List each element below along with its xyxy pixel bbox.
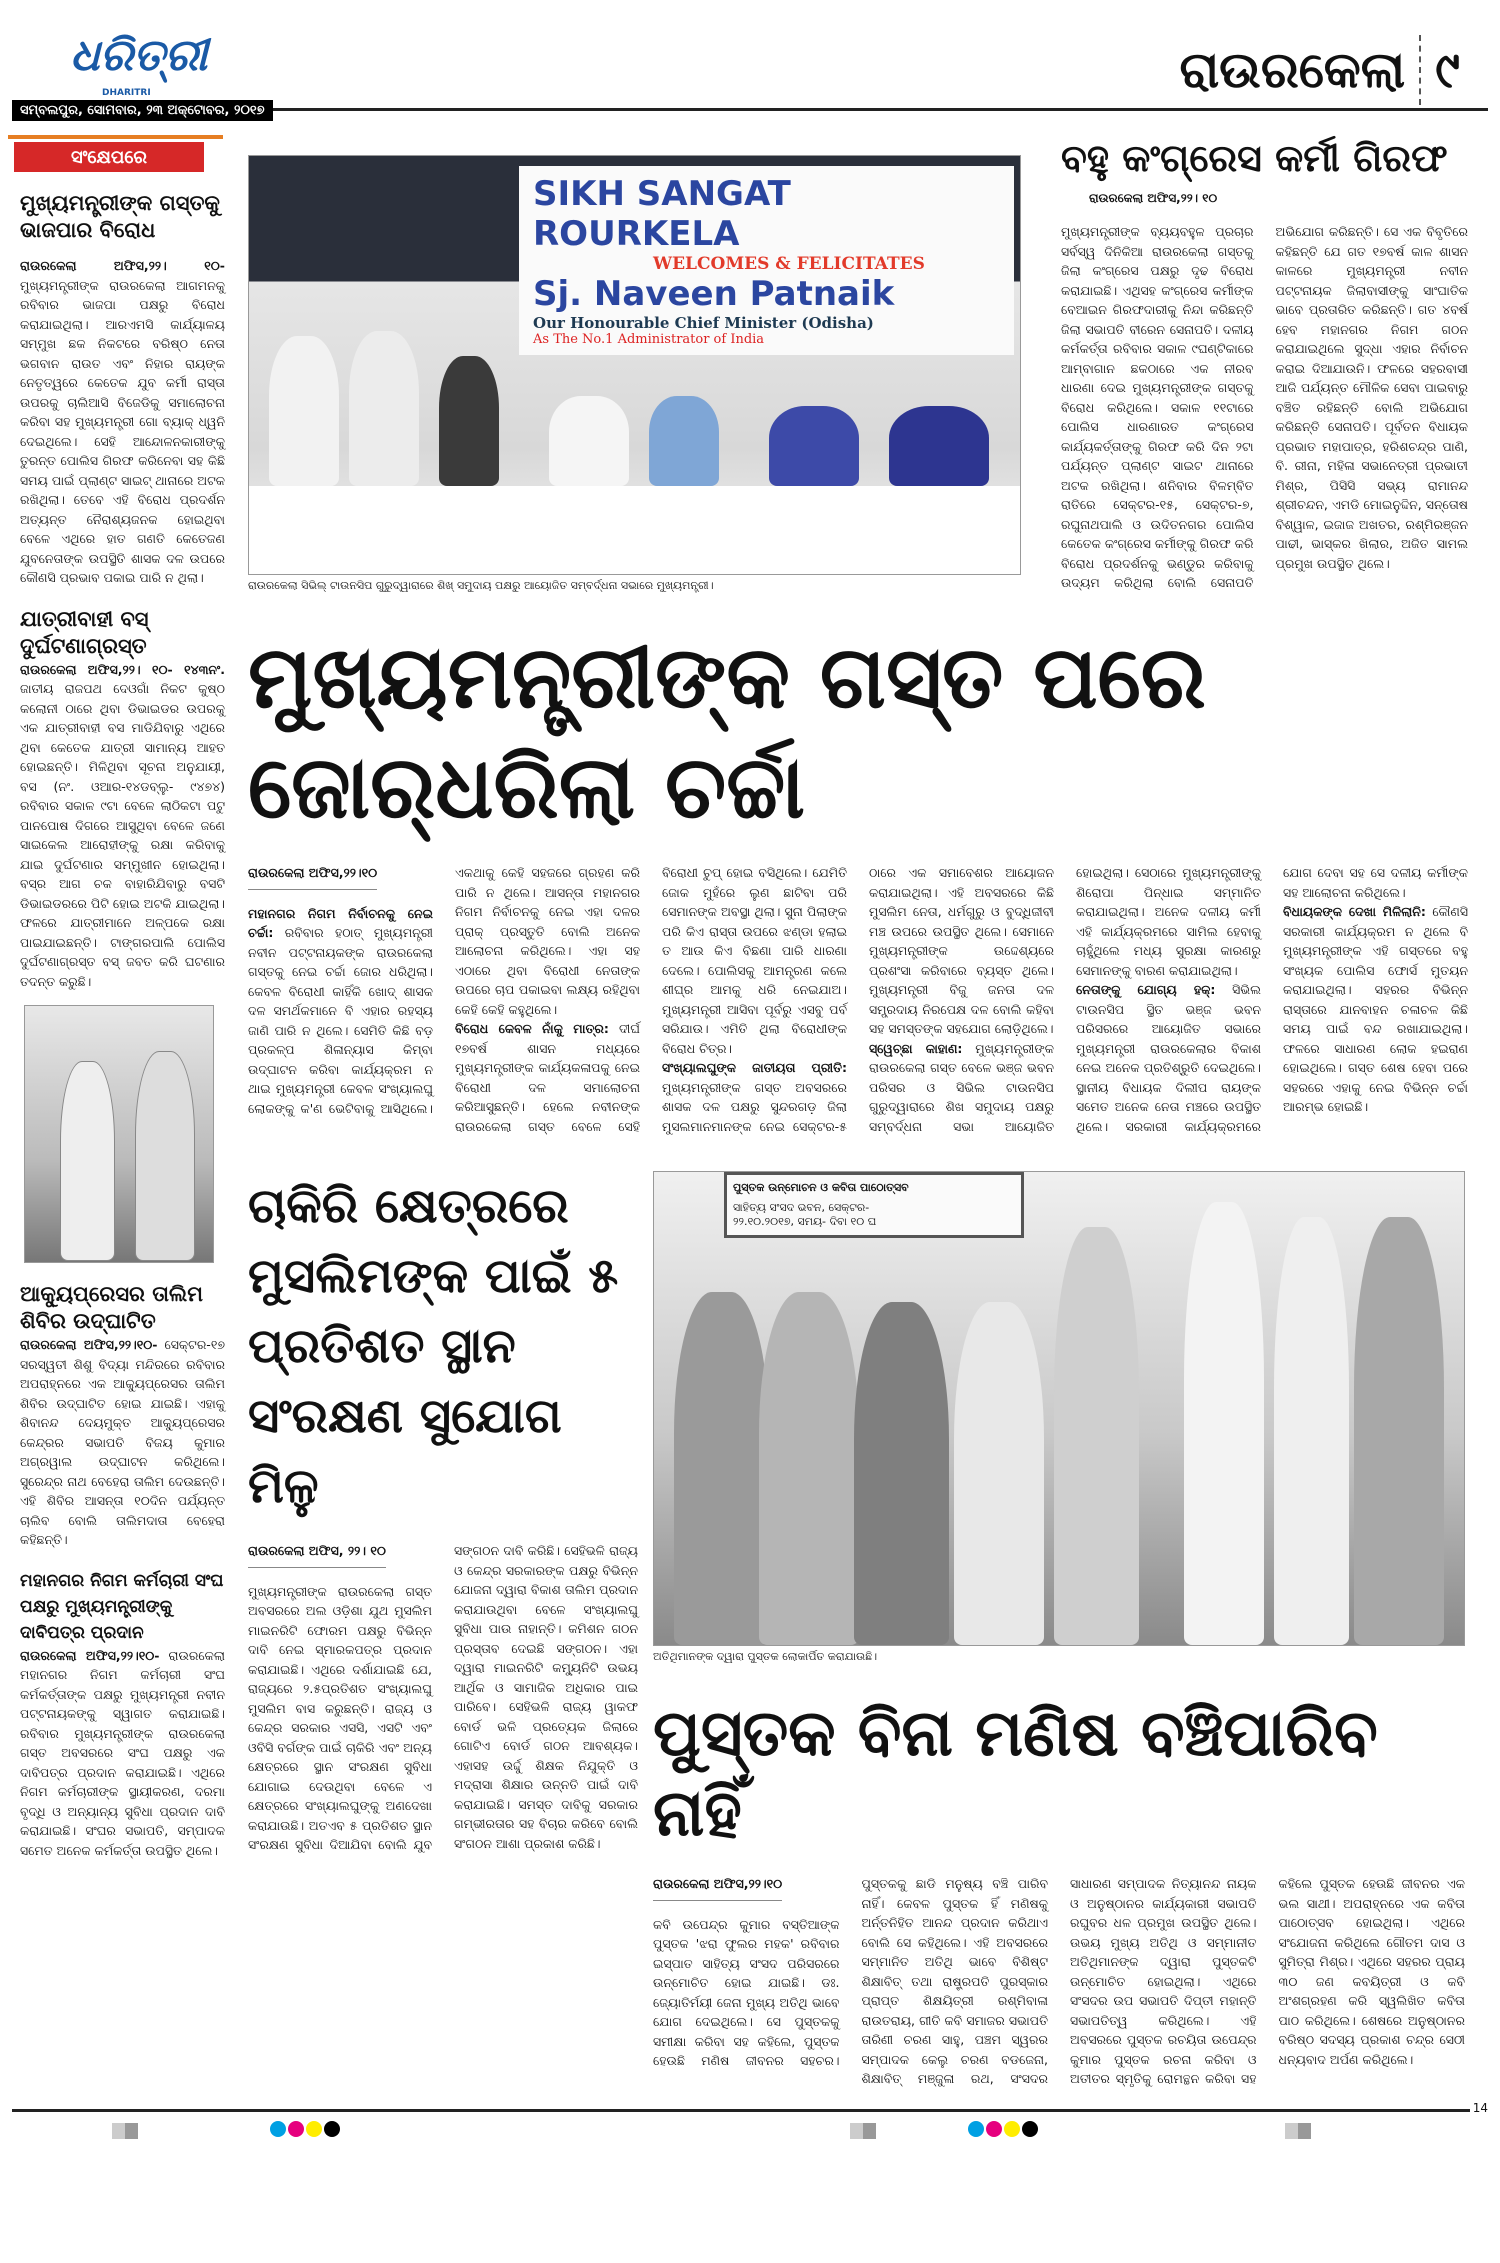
section-title: ରାଉରକେଲା: [1179, 40, 1406, 99]
gray-registration-mark: [1285, 2123, 1311, 2139]
briefs-accent-bar: [8, 135, 223, 139]
book-dateline: ରାଉରକେଲା ଅଫିସ,୨୨।୧୦: [653, 1874, 782, 1901]
brief-body: ରାଉରକେଲା ଅଫିସ,୨୨। ୧୦- ୧୪୩ନଂ. ଜାତୀୟ ରାଜପଥ ଦେଓଗାଁ ନିକଟ କୁଷ୍ଠ କଲୋନୀ ଠାରେ ଥିବା ଡିଭାଇଡର ଉପରକୁ ଏକ ଯାତ୍ରୀବାହୀ ବସ ମାଡିଯିବାରୁ ଏଥିରେ ଥିବା କେତେକ ଯାତ୍ରୀ ସାମାନ୍ୟ ଆହତ ହୋଇଛନ୍ତି। ମିଳିଥିବା ସୂଚନା ଅନୁଯାୟୀ, ବସ (ନଂ. ଓଆର-୧୪ଡବ୍ଲୁ- ୯୪୭୪) ରବିବାର ସକାଳ ୯ଟା ବେଳେ ଲାଠିକଟା ପଟୁ ପାନପୋଷ ଦିଗରେ ଆସୁଥିବା ବେଳେ ଜଣେ ସାଇକେଲ ଆରୋହୀଙ୍କୁ ରକ୍ଷା କରିବାକୁ ଯାଇ ଦୁର୍ଘଟଣାର ସମ୍ମୁଖୀନ ହୋଇଥିଲା। ବସ୍‌ର ଆଗ ଚକ ବାହାରିଯିବାରୁ ବସଟି ଡିଭାଇଡରରେ ପିଟି ହୋଇ ଅଟକି ଯାଇଥିଲା। ଫଳରେ ଯାତ୍ରୀମାନେ ଅଳ୍ପକେ ରକ୍ଷା ପାଇଯାଇଛନ୍ତି। ଟାଙ୍ଗରପାଲି ପୋଲିସ ଦୁର୍ଘଟଣାଗ୍ରସ୍ତ ବସ୍ ଜବତ କରି ଘଟଣାର ତଦନ୍ତ କରୁଛି।: [20, 661, 225, 989]
page-footer: [0, 2100, 1500, 2149]
brief-body: ରାଉରକେଲା ଅଫିସ,୨୨।୧୦- ରାଉରକେଲା ମହାନଗର ନିଗମ କର୍ମଚାରୀ ସଂଘ କର୍ମକର୍ତ୍ତାଙ୍କ ପକ୍ଷରୁ ମୁଖ୍ୟମନ୍ତ୍ରୀ ନବୀନ ପଟ୍ଟନାୟକଙ୍କୁ ସ୍ୱାଗତ କରାଯାଇଛି। ରବିବାର ମୁଖ୍ୟମନ୍ତ୍ରୀଙ୍କ ରାଉରକେଲା ଗସ୍ତ ଅବସରରେ ସଂଘ ପକ୍ଷରୁ ଏକ ଦାବିପତ୍ର ପ୍ରଦାନ କରାଯାଇଛି। ଏଥିରେ ନିଗମ କର୍ମଚାରୀଙ୍କ ସ୍ଥାୟୀକରଣ, ଦରମା ବୃଦ୍ଧି ଓ ଅନ୍ୟାନ୍ୟ ସୁବିଧା ପ୍ରଦାନ ଦାବି କରାଯାଇଛି। ସଂଘର ସଭାପତି, ସମ୍ପାଦକ ସମେତ ଅନେକ କର୍ମକର୍ତ୍ତା ଉପସ୍ଥିତ ଥିଲେ।: [20, 1647, 225, 1858]
header-divider: [1419, 35, 1421, 105]
briefs-section-tag: ସଂକ୍ଷେପରେ: [14, 142, 204, 172]
congress-headline: ବହୁ କଂଗ୍ରେସ କର୍ମୀ ଗିରଫ: [1061, 136, 1448, 180]
congress-dateline: ରାଉରକେଲା ଅଫିସ,୨୨। ୧୦: [1089, 191, 1218, 205]
gray-registration-mark: [850, 2123, 876, 2139]
main-paragraph: ସ୍ୱେଚ୍ଛା କାହାଣ: ମୁଖ୍ୟମନ୍ତ୍ରୀଙ୍କ ରାଉରକେଲା ଗସ୍ତ ବେଳେ ଭଞ୍ଜ ଭବନ ପରିସର ଓ ସିଭିଲ ଟାଉନସିପ ଗୁରୁଦ୍ୱାରାରେ ଶିଖ ସମୁଦାୟ ପକ୍ଷରୁ ସମ୍ବର୍ଦ୍ଧନା ସଭା ଆୟୋଜିତ ହୋଇଥିଲା। ସେଠାରେ ମୁଖ୍ୟମନ୍ତ୍ରୀଙ୍କୁ ଶିରୋପା ପିନ୍ଧାଇ ସମ୍ମାନିତ କରାଯାଇଥିଲା। ଅନେକ ଦଳୀୟ କର୍ମୀ ଏହି କାର୍ଯ୍ୟକ୍ରମରେ ସାମିଲ ହେବାକୁ ଚାହୁଁଥିଲେ ମଧ୍ୟ ସୁରକ୍ଷା କାରଣରୁ ସେମାନଙ୍କୁ ବାରଣ କରାଯାଇଥିଲା।: [869, 865, 1261, 1134]
page-section-header: [1179, 35, 1460, 105]
dharitri-logo: ଧରିତ୍ରୀ DHARITRI: [70, 30, 208, 98]
briefs-column: [20, 135, 225, 1860]
book-article-headline: ପୁସ୍ତକ ବିନା ମଣିଷ ବଞ୍ଚିପାରିବ ନାହିଁ: [653, 1697, 1378, 1851]
masthead: [0, 0, 1500, 135]
main-dateline: ରାଉରକେଲା ଅଫିସ,୨୨।୧୦: [248, 863, 377, 890]
top-row: [248, 135, 1468, 593]
main-headline: ମୁଖ୍ୟମନ୍ତ୍ରୀଙ୍କ ଗସ୍ତ ପରେ ଜୋର୍‌ଧରିଲା ଚର୍ଚ୍ଚା: [248, 628, 1206, 838]
congress-article: [1061, 135, 1468, 593]
brief-article-bjp-protest: [20, 190, 225, 588]
brief-body: ରାଉରକେଲା ଅଫିସ,୨୨। ୧୦- ମୁଖ୍ୟମନ୍ତ୍ରୀଙ୍କ ରାଉରକେଲା ଆଗମନକୁ ରବିବାର ଭାଜପା ପକ୍ଷରୁ ବିରୋଧ କରାଯାଇଥିଲା। ଆରଏମସି କାର୍ଯ୍ୟାଳୟ ସମ୍ମୁଖ ଛକ ନିକଟରେ ବରିଷ୍ଠ ନେତା ଭଗବାନ ରାଉତ ଏବଂ ନିହାର ରାୟଙ୍କ ନେତୃତ୍ୱରେ କେତେକ ଯୁବ କର୍ମୀ ରାସ୍ତା ଉପରକୁ ଚାଲିଆସି ବିଜେଡିକୁ ସମାଲୋଚନା କରିବା ସହ ମୁଖ୍ୟମନ୍ତ୍ରୀ ଗୋ ବ୍ୟାକ୍ ଧ୍ୱନି ଦେଇଥିଲେ। ସେହି ଆନ୍ଦୋଳନକାରୀଙ୍କୁ ତୁରନ୍ତ ପୋଲିସ ଗିରଫ କରିନେବା ସହ କିଛି ସମୟ ପାଇଁ ପ୍ଲାଣ୍ଟ ସାଇଟ୍ ଥାନାରେ ଅଟକ ରଖିଥିଲା। ତେବେ ଏହି ବିରୋଧ ପ୍ରଦର୍ଶନ ଅତ୍ୟନ୍ତ ନୈରାଶ୍ୟଜନକ ହୋଇଥିବା ବେଳେ ଏଥିରେ ହାତ ଗଣତି କେତେଜଣ ଯୁବନେତାଙ୍କ ଉପସ୍ଥିତି ଶାସକ ଦଳ ଉପରେ କୌଣସି ପ୍ରଭାବ ପକାଇ ପାରି ନ ଥିଲା।: [20, 258, 225, 585]
muslim-paragraph: ମୁଖ୍ୟମନ୍ତ୍ରୀଙ୍କ ରାଉରକେଲା ଗସ୍ତ ଅବସରରେ ଅଲ ଓଡ଼ିଶା ଯୁଥ ମୁସଲିମ ମାଇନରିଟି ଫୋରମ ପକ୍ଷରୁ ବିଭିନ୍ନ ଦାବି ନେଇ ସ୍ମାରକପତ୍ର ପ୍ରଦାନ କରାଯାଇଛି। ଏଥିରେ ଦର୍ଶାଯାଇଛି ଯେ, ରାଜ୍ୟରେ ୨.୫ପ୍ରତିଶତ ସଂଖ୍ୟାଲଘୁ ମୁସଲିମ ବାସ କରୁଛନ୍ତି। ରାଜ୍ୟ ଓ କେନ୍ଦ୍ର ସରକାର ଏସସି, ଏସଟି ଏବଂ ଓବିସି ବର୍ଗଙ୍କ ପାଇଁ ଚାକିରି ଏବଂ ଅନ୍ୟ କ୍ଷେତ୍ରରେ ସ୍ଥାନ ସଂରକ୍ଷଣ ସୁବିଧା ଯୋଗାଇ ଦେଉଥିବା ବେଳେ ଏ କ୍ଷେତ୍ରରେ ସଂଖ୍ୟାଲଘୁଙ୍କୁ ଅଣଦେଖା କରାଯାଉଛି। ଅତଏବ ୫ ପ୍ରତିଶତ ସ୍ଥାନ ସଂରକ୍ଷଣ ସୁବିଧା ଦିଆଯିବା ବୋଲି ଯୁବ ସଙ୍ଗଠନ ଦାବି କରିଛି। ସେହିଭଳି ରାଜ୍ୟ ଓ କେନ୍ଦ୍ର ସରକାରଙ୍କ ପକ୍ଷରୁ ବିଭିନ୍ନ ଯୋଜନା ଦ୍ୱାରା ବିକାଶ ତାଲିମ ପ୍ରଦାନ କରାଯାଉଥିବା ବେଳେ ସଂଖ୍ୟାଲଘୁ ସୁବିଧା ପାଉ ନାହାନ୍ତି। କମିଶନ ଗଠନ ପ୍ରସ୍ତାବ ଦେଇଛି ସଙ୍ଗଠନ। ଏହା ଦ୍ୱାରା ମାଇନରିଟି କମ୍ୟୁନିଟି ଉଭୟ ଆର୍ଥିକ ଓ ସାମାଜିକ ଅଧିକାର ପାଇ ପାରିବେ। ସେହିଭଳି ରାଜ୍ୟ ୱାକଫ ବୋର୍ଡ ଭଳି ପ୍ରତ୍ୟେକ ଜିଲାରେ ଗୋଟିଏ ବୋର୍ଡ ଗଠନ ଆବଶ୍ୟକ। ଏହାସହ ଉର୍ଦ୍ଦୁ ଶିକ୍ଷକ ନିଯୁକ୍ତି ଓ ମଦ୍ରାସା ଶିକ୍ଷାର ଉନ୍ନତି ପାଇଁ ଦାବି କରାଯାଇଛି। ସମସ୍ତ ଦାବିକୁ ସରକାର ଗମ୍ଭୀରତାର ସହ ବିଚାର କରିବେ ବୋଲି ସଂଗଠନ ଆଶା ପ୍ରକାଶ କରିଛି।: [248, 1543, 638, 1852]
book-paragraph: କବି ଉପେନ୍ଦ୍ର କୁମାର ବସ୍ତିଆଙ୍କ ପୁସ୍ତକ 'ଝରା ଫୁଲର ମହକ' ରବିବାର ଇସ୍ପାତ ସାହିତ୍ୟ ସଂସଦ ପରିସରରେ ଉନ୍ମୋଚିତ ହୋଇ ଯାଇଛି। ଡଃ. ଜ୍ୟୋତିର୍ମୟୀ ଜେନା ମୁଖ୍ୟ ଅତିଥି ଭାବେ ଯୋଗ ଦେଇଥିଲେ। ସେ ପୁସ୍ତକକୁ ସମୀକ୍ଷା କରିବା ସହ କହିଲେ, ପୁସ୍ତକ ହେଉଛି ମଣିଷ ଜୀବନର ସହଚର। ପୁସ୍ତକକୁ ଛାଡି ମନୁଷ୍ୟ ବଞ୍ଚି ପାରିବ ନାହିଁ। କେବଳ ପୁସ୍ତକ ହିଁ ମଣିଷକୁ ଅର୍ନ୍ତନିହିତ ଆନନ୍ଦ ପ୍ରଦାନ କରିଥାଏ ବୋଲି ସେ କହିଥିଲେ। ଏହି ଅବସରରେ ସମ୍ମାନିତ ଅତିଥି ଭାବେ ବିଶିଷ୍ଟ ଶିକ୍ଷାବିତ୍ ତଥା ରାଷ୍ଟ୍ରପତି ପୁରସ୍କାର ପ୍ରାପ୍ତ ଶିକ୍ଷୟିତ୍ରୀ ରଶ୍ମିବାଳା ରାଉତରାୟ, ଗୀତି କବି ସମାଜର ସଭାପତି ତାରିଣୀ ଚରଣ ସାହୁ, ପଞ୍ଚମ ସ୍ୱରର ସମ୍ପାଦକ କେଲୁ ଚରଣ ବଡଜେନା, ଶିକ୍ଷାବିତ୍ ମଞ୍ଜୁଳା ରଥ, ସଂସଦର ସାଧାରଣ ସମ୍ପାଦକ ନିତ୍ୟାନନ୍ଦ ନାୟକ ଓ ଅନୁଷ୍ଠାନର କାର୍ଯ୍ୟକାରୀ ସଭାପତି ରଘୁବର ଧଳ ପ୍ରମୁଖ ଉପସ୍ଥିତ ଥିଲେ। ଉଭୟ ମୁଖ୍ୟ ଅତିଥି ଓ ସମ୍ମାନୀତ ଅତିଥିମାନଙ୍କ ଦ୍ୱାରା ପୁସ୍ତକଟି ଉନ୍ମୋଚିତ ହୋଇଥିଲା। ଏଥିରେ ସଂସଦର ଉପ ସଭାପତି ଦିପ୍ତୀ ମହାନ୍ତି ସଭାପତିତ୍ୱ କରିଥିଲେ। ଏହି ଅବସରରେ ପୁସ୍ତକ ରଚୟିତା ଉପେନ୍ଦ୍ର କୁମାର ପୁସ୍ତକ ରଚନା କରିବା ଓ ଅତୀତର ସ୍ମୃତିକୁ ରୋମନ୍ଥନ କରିବା ସହ କହିଲେ ପୁସ୍ତକ ହେଉଛି ଜୀବନର ଏକ ଭଲ ସାଥୀ। ଅପରାହ୍ନରେ ଏକ କବିତା ପାଠୋତ୍ସବ ହୋଇଥିଲା। ଏଥିରେ ସଂଯୋଜନା କରିଥିଲେ ଗୌତମ ଦାସ ଓ ସୁମିତ୍ରା ମିଶ୍ର। ଏଥିରେ ସହରର ପ୍ରାୟ ୩୦ ଜଣ କବୟିତ୍ରୀ ଓ କବି ଅଂଶଗ୍ରହଣ କରି ସ୍ୱଲିଖିତ କବିତା ପାଠ କରିଥିଲେ। ଶେଷରେ ଅନୁଷ୍ଠାନର ବରିଷ୍ଠ ସଦସ୍ୟ ପ୍ରକାଶ ଚନ୍ଦ୍ର ସେଠୀ ଧନ୍ୟବାଦ ଅର୍ପଣ କରିଥିଲେ।: [653, 1876, 1465, 2086]
book-release-article: [653, 1171, 1465, 2089]
page-number: ୯: [1435, 40, 1460, 99]
brief-headline: ମୁଖ୍ୟମନ୍ତ୍ରୀଙ୍କ ଗସ୍ତକୁ ଭାଜପାର ବିରୋଧ: [20, 191, 220, 242]
footer-rule: [12, 2109, 1470, 2112]
logo-english-text: DHARITRI: [102, 88, 151, 98]
book-article-body: [653, 1874, 1465, 2089]
main-paragraph: ବିଧାୟକଙ୍କ ଦେଖା ମିଳିଲାନି: କୌଣସି ସରକାରୀ କାର୍ଯ୍ୟକ୍ରମ ନ ଥିଲେ ବି ମୁଖ୍ୟମନ୍ତ୍ରୀଙ୍କ ଏହି ଗସ୍ତରେ ବହୁ ସଂଖ୍ୟକ ପୋଲିସ ଫୋର୍ସ ମୁତୟନ କରାଯାଇଥିଲା। ସହରର ବିଭିନ୍ନ ରାସ୍ତାରେ ଯାନବାହନ ଚଳାଚଳ କିଛି ସମୟ ପାଇଁ ବନ୍ଦ ରଖାଯାଇଥିଲା। ଫଳରେ ସାଧାରଣ ଲୋକ ହଇରାଣ ହୋଇଥିଲେ। ଗସ୍ତ ଶେଷ ହେବା ପରେ ସହରରେ ଏହାକୁ ନେଇ ବିଭିନ୍ନ ଚର୍ଚ୍ଚା ଆରମ୍ଭ ହୋଇଛି।: [1283, 904, 1469, 1114]
main-paragraph: ବିରୋଧ କେବଳ ନାଁକୁ ମାତ୍ର: ଦୀର୍ଘ ୧୭ବର୍ଷ ଶାସନ ମଧ୍ୟରେ ମୁଖ୍ୟମନ୍ତ୍ରୀଙ୍କ କାର୍ଯ୍ୟକଳାପକୁ ନେଇ ବିରୋଧୀ ଦଳ ସମାଲୋଚନା କରିଆସୁଛନ୍ତି। ହେଲେ ନବୀନଙ୍କ ରାଉରକେଲା ଗସ୍ତ ବେଳେ ସେହି ବିରୋଧୀ ଚୁପ୍ ହୋଇ ବସିଥିଲେ। ଯେମିତି ଜୋକ ମୁହଁରେ ଲୁଣ ଛାଟିବା ପରି ସେମାନଙ୍କ ଅବସ୍ଥା ଥିଲା। ସୁନା ପିଲାଙ୍କ ପରି କିଏ ରାସ୍ତା ଉପରେ ଝଣ୍ଡା ହଲାଇ ତ ଆଉ କିଏ ବିଛଣା ପାରି ଧାରଣା ଦେଲେ। ପୋଲିସକୁ ଆମନ୍ତ୍ରଣ କଲେ ଶୀଘ୍ର ଆମକୁ ଧରି ନେଇଯାଅ। ମୁଖ୍ୟମନ୍ତ୍ରୀ ଆସିବା ପୂର୍ବରୁ ଏସବୁ ପର୍ବ ସରିଯାଉ। ଏମିତି ଥିଲା ବିରୋଧୀଙ୍କ ବିରୋଧ ଚିତ୍ର।: [455, 865, 847, 1134]
book-release-photo: [653, 1171, 1465, 1646]
cmyk-dots-right: [968, 2121, 1040, 2141]
date-bar: ସମ୍ବଲପୁର, ସୋମବାର, ୨୩ ଅକ୍ଟୋବର, ୨୦୧୭: [12, 100, 273, 121]
muslim-dateline: ରାଉରକେଲା ଅଫିସ, ୨୨। ୧୦: [248, 1541, 386, 1568]
congress-body: ମୁଖ୍ୟମନ୍ତ୍ରୀଙ୍କ ବ୍ୟୟବହୁଳ ପ୍ରଚାର ସର୍ବସ୍ୱ ଦିନିକିଆ ରାଉରକେଲା ଗସ୍ତକୁ ଜିଲା କଂଗ୍ରେସ ପକ୍ଷରୁ ଦୃଢ ବିରୋଧ କରାଯାଇଛି। ଏଥିସହ କଂଗ୍ରେସ କର୍ମୀଙ୍କ ବେଆଇନ ଗିରଫଦାରୀକୁ ନିନ୍ଦା କରିଛନ୍ତି ଜିଲା ସଭାପତି ବୀରେନ ସେନାପତି। ଦଳୀୟ କର୍ମକର୍ତ୍ତା ରବିବାର ସକାଳ ୯ଘଣ୍ଟିକାରେ ଆମ୍ବାଗାନ ଛକଠାରେ ଏକ ନୀରବ ଧାରଣା ଦେଇ ମୁଖ୍ୟମନ୍ତ୍ରୀଙ୍କ ଗସ୍ତକୁ ବିରୋଧ କରିଥିଲେ। ସକାଳ ୧୧ଟାରେ ପୋଲିସ ଧାରଣାରତ କଂଗ୍ରେସ କାର୍ଯ୍ୟକର୍ତ୍ତାଙ୍କୁ ଗିରଫ କରି ଦିନ ୨ଟା ପର୍ଯ୍ୟନ୍ତ ପ୍ଲାଣ୍ଟ ସାଇଟ ଥାନାରେ ଅଟକ ରଖିଥିଲା। ଶନିବାର ବିଳମ୍ବିତ ରାତିରେ ସେକ୍ଟର-୧୫, ସେକ୍ଟର-୭, ରଘୁନାଥପାଲି ଓ ଉଦିତନଗର ପୋଲିସ କେତେକ କଂଗ୍ରେସ କର୍ମୀଙ୍କୁ ଗିରଫ କରି ବିରୋଧ ପ୍ରଦର୍ଶନକୁ ଭଣ୍ଡୁର କରିବାକୁ ଉଦ୍ୟମ କରିଥିଲା ବୋଲି ସେନାପତି ଅଭିଯୋଗ କରିଛନ୍ତି। ସେ ଏକ ବିବୃତିରେ କହିଛନ୍ତି ଯେ ଗତ ୧୭ବର୍ଷ କାଳ ଶାସନ କାଳରେ ମୁଖ୍ୟମନ୍ତ୍ରୀ ନବୀନ ପଟ୍ଟନାୟକ ଜିଲାବାସୀଙ୍କୁ ସାଂଘାତିକ ଭାବେ ପ୍ରତାରିତ କରିଛନ୍ତି। ଗତ ୪ବର୍ଷ ହେବ ମହାନଗର ନିଗମ ଗଠନ କରାଯାଇଥିଲେ ସୁଦ୍ଧା ଏହାର ନିର୍ବାଚନ କରାଇ ଦିଆଯାଉନି। ଫଳରେ ସହରବାସୀ ଆଜି ପର୍ଯ୍ୟନ୍ତ ମୌଳିକ ସେବା ପାଇବାରୁ ବଞ୍ଚିତ ରହିଛନ୍ତି ବୋଲି ଅଭିଯୋଗ କରିଛନ୍ତି ସେନାପତି। ପୂର୍ବତନ ବିଧାୟକ ପ୍ରଭାତ ମହାପାତ୍ର, ହରିଶଚନ୍ଦ୍ର ପାଣି, ବି. ରୀନା, ମହିଳା ସଭାନେତ୍ରୀ ପ୍ରଭାତୀ ମିଶ୍ର, ପିସିସି ସଭ୍ୟ ରାମାନନ୍ଦ ଶ୍ରୀଚନ୍ଦନ, ଏମଡି ମୋଇନୁଦ୍ଦିନ, ସନ୍ତୋଷ ବିଶ୍ୱାଳ, ଇଜାଜ ଅଖତର, ରଶ୍ମିରଞ୍ଜନ ପାଢୀ, ଭାସ୍କର ଖିଲାର, ଅଜିତ ସାମଲ ପ୍ରମୁଖ ଉପସ୍ଥିତ ଥିଲେ।: [1061, 224, 1468, 590]
main-paragraph: ସଂଖ୍ୟାଲଘୁଙ୍କ ଜାତୀୟତା ପ୍ରୀତି: ମୁଖ୍ୟମନ୍ତ୍ରୀଙ୍କ ଗସ୍ତ ଅବସରରେ ଶାସକ ଦଳ ପକ୍ଷରୁ ସୁନ୍ଦରଗଡ଼ ଜିଲା ମୁସଲମାନମାନଙ୍କ ନେଇ ସେକ୍ଟର-୫ ଠାରେ ଏକ ସମାବେଶର ଆୟୋଜନ କରାଯାଇଥିଲା। ଏହି ଅବସରରେ କିଛି ମୁସଲିମ ନେତା, ଧର୍ମଗୁରୁ ଓ ବୁଦ୍ଧିଜୀବୀ ମଞ୍ଚ ଉପରେ ଉପସ୍ଥିତ ଥିଲେ। ସେମାନେ ମୁଖ୍ୟମନ୍ତ୍ରୀଙ୍କ ଉଦ୍ଦେଶ୍ୟରେ ପ୍ରଶଂସା କରିବାରେ ବ୍ୟସ୍ତ ଥିଲେ। ମୁଖ୍ୟମନ୍ତ୍ରୀ ବିଜୁ ଜନତା ଦଳ ସମ୍ପ୍ରଦାୟ ନିରପେକ୍ଷ ଦଳ ବୋଲି କହିବା ସହ ସମସ୍ତଙ୍କ ସହଯୋଗ ଲୋଡ଼ିଥିଲେ।: [662, 865, 1054, 1134]
event-banner: ପୁସ୍ତକ ଉନ୍ମୋଚନ ଓ କବିତା ପାଠୋତ୍ସବ ସାହିତ୍ୟ ସଂସଦ ଭବନ, ସେକ୍ଟର- ୨୨.୧୦.୨୦୧୭, ସମୟ- ଦିବା ୧୦ ଘ: [724, 1172, 1024, 1238]
main-area: [248, 135, 1468, 2089]
brief-headline: ଆକ୍ୟୁପ୍ରେସର ତାଲିମ ଶିବିର ଉଦ୍‌ଘାଟିତ: [20, 1282, 203, 1333]
brief-photo-lamp-lighting: [24, 1005, 214, 1263]
sikh-sangat-banner: SIKH SANGAT ROURKELA WELCOMES & FELICITATES Sj. Naveen Patnaik Our Honourable Chief Minister (Odisha) As The No.1 Administrator of India: [519, 166, 1014, 355]
cmyk-dots-left: [270, 2121, 342, 2141]
cm-felicitation-photo: [248, 155, 1021, 575]
brief-article-acupressure: [20, 1281, 225, 1550]
top-photo-block: [248, 155, 1021, 593]
page-layout: [0, 135, 1500, 2089]
book-photo-caption: ଅତିଥିମାନଙ୍କ ଦ୍ୱାରା ପୁସ୍ତକ ଲୋକାର୍ପିତ କରାଯାଉଛି।: [653, 1650, 878, 1663]
main-paragraph: ନେତାଙ୍କୁ ଯୋଗ୍ୟ ହକ୍: ସିଭିଲ ଟାଉନସିପ ସ୍ଥିତ ଭଞ୍ଜ ଭବନ ପରିସରରେ ଆୟୋଜିତ ସଭାରେ ମୁଖ୍ୟମନ୍ତ୍ରୀ ରାଉରକେଲାର ବିକାଶ ନେଇ ଅନେକ ପ୍ରତିଶ୍ରୁତି ଦେଇଥିଲେ। ସ୍ଥାନୀୟ ବିଧାୟକ ଦିଲୀପ ରାୟଙ୍କ ସମେତ ଅନେକ ନେତା ମଞ୍ଚରେ ଉପସ୍ଥିତ ଥିଲେ। ସରକାରୀ କାର୍ଯ୍ୟକ୍ରମରେ ଯୋଗ ଦେବା ସହ ସେ ଦଳୀୟ କର୍ମୀଙ୍କ ସହ ଆଲୋଚନା କରିଥିଲେ।: [1076, 865, 1468, 1134]
main-paragraph: ମହାନଗର ନିଗମ ନିର୍ବାଚନକୁ ନେଇ ଚର୍ଚ୍ଚା: ରବିବାର ହଠାତ୍ ମୁଖ୍ୟମନ୍ତ୍ରୀ ନବୀନ ପଟ୍ଟନାୟକଙ୍କ ରାଉରକେଲା ଗସ୍ତକୁ ନେଇ ଚର୍ଚ୍ଚା ଜୋର ଧରିଥିଲା। କେବଳ ବିରୋଧୀ କାହିଁକି ଖୋଦ୍ ଶାସକ ଦଳ ସମର୍ଥକମାନେ ବି ଏହାର ରହସ୍ୟ ଜାଣି ପାରି ନ ଥିଲେ। ସେମିତି କିଛି ବଡ଼ ପ୍ରକଳ୍ପ ଶିଳାନ୍ୟାସ କିମ୍ବା ଉଦ୍‌ଘାଟନ କରିବା କାର୍ଯ୍ୟକ୍ରମ ନ ଥାଇ ମୁଖ୍ୟମନ୍ତ୍ରୀ କେବଳ ସଂଖ୍ୟାଲଘୁ ଲୋକଙ୍କୁ କ'ଣ ଭେଟିବାକୁ ଆସିଥିଲେ। ଏକଥାକୁ କେହି ସହଜରେ ଗ୍ରହଣ କରି ପାରି ନ ଥିଲେ। ଆସନ୍ତା ମହାନଗର ନିଗମ ନିର୍ବାଚନକୁ ନେଇ ଏହା ଦଳର ପ୍ରାକ୍ ପ୍ରସ୍ତୁତି ବୋଲି ଅନେକ ଆଲୋଚନା କରିଥିଲେ। ଏହା ସହ ଏଠାରେ ଥିବା ବିରୋଧୀ ନେତାଙ୍କ ଉପରେ ଚାପ ପକାଇବା ଲକ୍ଷ୍ୟ ରହିଥିବା କେହି କେହି କହୁଥିଲେ।: [248, 865, 640, 1116]
bottom-row: [248, 1171, 1468, 2089]
muslim-reservation-headline: ଚାକିରି କ୍ଷେତ୍ରରେ ମୁସଲିମଙ୍କ ପାଇଁ ୫ ପ୍ରତିଶତ ସ୍ଥାନ ସଂରକ୍ଷଣ ସୁଯୋଗ ମିଳୁ: [248, 1178, 619, 1514]
brief-article-employees-union: [20, 1568, 225, 1861]
top-photo-caption: ରାଉରକେଲା ସିଭିଲ୍ ଟାଉନସିପ ଗୁରୁଦ୍ୱାରାରେ ଶିଖ୍ ସମୁଦାୟ ପକ୍ଷରୁ ଆୟୋଜିତ ସମ୍ବର୍ଦ୍ଧନା ସଭାରେ ମୁଖ୍ୟମନ୍ତ୍ରୀ।: [248, 579, 714, 592]
brief-headline: ମହାନଗର ନିଗମ କର୍ମଚାରୀ ସଂଘ ପକ୍ଷରୁ ମୁଖ୍ୟମନ୍ତ୍ରୀଙ୍କୁ ଦାବିପତ୍ର ପ୍ରଦାନ: [20, 1570, 224, 1643]
print-registration-marks: [112, 2123, 138, 2139]
brief-article-bus-accident: [20, 606, 225, 992]
muslim-reservation-article: [248, 1171, 638, 1855]
brief-headline: ଯାତ୍ରୀବାହୀ ବସ୍ ଦୁର୍ଘଟଣାଗ୍ରସ୍ତ: [20, 606, 149, 658]
muslim-reservation-body: [248, 1541, 638, 1855]
main-article-body: [248, 863, 1468, 1136]
brief-body: ରାଉରକେଲା ଅଫିସ,୨୨।୧୦- ସେକ୍ଟର-୧୭ ସରସ୍ୱତୀ ଶିଶୁ ବିଦ୍ୟା ମନ୍ଦିରରେ ରବିବାର ଅପରାହ୍ନରେ ଏକ ଆକ୍ୟୁପ୍ରେସର ତାଲିମ ଶିବିର ଉଦ୍‌ଘାଟିତ ହୋଇ ଯାଇଛି। ଏହାକୁ ଶିବାନନ୍ଦ ଦେୟମୁକ୍ତ ଆକ୍ୟୁପ୍ରେସର କେନ୍ଦ୍ରର ସଭାପତି ବିଜୟ କୁମାର ଅଗ୍ରୱାଲ ଉଦ୍‌ଘାଟନ କରିଥିଲେ। ସୁରେନ୍ଦ୍ର ନାଥ ବେହେରା ତାଲିମ ଦେଉଛନ୍ତି। ଏହି ଶିବିର ଆସନ୍ତା ୧୦ଦିନ ପର୍ଯ୍ୟନ୍ତ ଚାଲିବ ବୋଲି ତାଲିମଦାତା ବେହେରା କହିଛନ୍ତି।: [20, 1337, 225, 1547]
print-page-number: 14: [1472, 2100, 1488, 2115]
